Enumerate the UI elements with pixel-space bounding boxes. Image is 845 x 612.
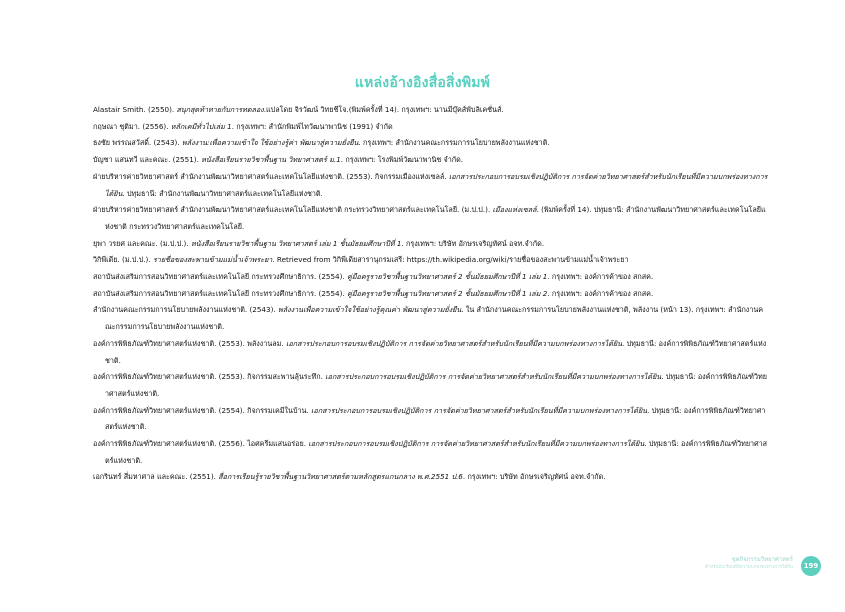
page-title: แหล่งอ้างอิงสื่อสิ่งพิมพ์ [354, 75, 491, 91]
footer-subtitle: สำหรับนักเรียนที่มีความบกพร่องทางการได้ยิน [704, 565, 793, 570]
page-footer [705, 555, 793, 571]
reference-item: ยุพา วรยศ และคณะ. (ม.ป.ป.). หนังสือเรียนรายวิชาพื้นฐาน วิทยาศาสตร์ เล่ม 1 ชั้นมัธยมศึกษาปีที่ 1. กรุงเทพฯ: บริษัท อักษรเจริญทัศน์ อจท.จำกัด. [93, 238, 545, 248]
reference-item: สถาบันส่งเสริมการสอนวิทยาศาสตร์และเทคโนโลยี กระทรวงศึกษาธิการ. (2554). คู่มือครูรายวิชาพื้นฐานวิทยาศาสตร์ 2 ชั้นมัธยมศึกษาปีที่ 1 เล่ม 2. กรุงเทพฯ: องค์การค้าของ สกสค. [93, 288, 654, 298]
reference-item: องค์การพิพิธภัณฑ์วิทยาศาสตร์แห่งชาติ. (2556). ไอศครีมแสนอร่อย. เอกสารประกอบการอบรมเชิงปฏิบัติการ การจัดค่ายวิทยาศาสตร์สำหรับนักเรียนที่มีความบกพร่องทางการได้ยิน. ปทุมธานี: องค์การพิพิธภัณฑ์วิทยาศาสตร์แห่งชาติ. [93, 439, 768, 465]
reference-item: กฤษณา ชุติมา. (2556). หลักเคมีทั่วไปเล่ม 1. กรุงเทพฯ: สำนักพิมพ์ไทวัฒนาพานิช (1991) จำกัด [93, 121, 393, 131]
reference-item: สำนักงานคณะกรรมการนโยบายพลังงานแห่งชาติ. (2543). พลังงานเพื่อความเข้าใจใช้อย่างรู้คุณค่า พัฒนาสู่ความยั่งยืน. ใน สำนักงานคณะกรรมการนโยบายพลังงานแห่งชาติ, พลังงาน (หน้า 13). กรุงเทพฯ: สำนักงานคณะกรรมการนโยบายพลังงานแห่งชาติ. [93, 305, 764, 332]
reference-item: Alastair Smith. (2550). สนุกสุดท้าทายกับการทดลอง.แปลโดย จิรวัฒน์ วิทยชีโจ.(พิมพ์ครั้งที่ 14). กรุงเทพฯ: นานมีบุ๊คส์พับลิเคชั่นส์. [93, 105, 504, 114]
reference-item: ธงชัย พรรณสวัสดิ์. (2543). พลังงาน:เพื่อความเข้าใจ ใช้อย่างรู้ค่า พัฒนาสู่ความยั่งยืน. กรุงเทพฯ: สำนักงานคณะกรรมการนโยบายพลังงานแห่งชาติ. [93, 138, 550, 148]
reference-item: สถาบันส่งเสริมการสอนวิทยาศาสตร์และเทคโนโลยี กระทรวงศึกษาธิการ. (2554). คู่มือครูรายวิชาพื้นฐานวิทยาศาสตร์ 2 ชั้นมัธยมศึกษาปีที่ 1 เล่ม 1. กรุงเทพฯ: องค์การค้าของ สกสค. [93, 272, 654, 282]
reference-item: บัญชา แสนทวี และคณะ. (2551). หนังสือเรียนรายวิชาพื้นฐาน วิทยาศาสตร์ ม.1. กรุงเทพฯ: โรงพิมพ์วัฒนาพานิช จำกัด. [93, 155, 464, 165]
reference-item: วิกิพีเดีย. (ม.ป.ป.). รายชื่อของสะพานข้ามแม่น้ำเจ้าพระยา. Retrieved from วิกิพีเดียสารานุกรมเสรี: https://th.wikipedia.org/wiki/รายชื่อของสะพานข้ามแม่น้ำเจ้าพระยา [93, 255, 629, 265]
reference-list [93, 102, 769, 486]
footer-title: ชุดกิจกรรมวิทยาศาสตร์ [731, 556, 793, 563]
reference-item: เอกรินทร์ สี่มหาศาล และคณะ. (2551). สื่อการเรียนรู้รายวิชาพื้นฐานวิทยาศาสตร์ตามหลักสูตรแกนกลาง พ.ศ.2551 ป.6. กรุงเทพฯ: บริษัท อักษรเจริญทัศน์ อจท.จำกัด. [93, 472, 606, 482]
reference-item: ฝ่ายบริหารค่ายวิทยาศาสตร์ สำนักงานพัฒนาวิทยาศาสตร์และเทคโนโลยีแห่งชาติ. (2553). กิจกรรมเมืองแห่งเซลล์. เอกสารประกอบการอบรมเชิงปฏิบัติการ การจัดค่ายวิทยาศาสตร์สำหรับนักเรียนที่มีความบกพร่องทางการได้ยิน. ปทุมธานี: สำนักงานพัฒนาวิทยาศาสตร์และเทคโนโลยีแห่งชาติ. [93, 171, 768, 198]
reference-item: ฝ่ายบริหารค่ายวิทยาศาสตร์ สำนักงานพัฒนาวิทยาศาสตร์และเทคโนโลยีแห่งชาติ กระทรวงวิทยาศาสตร์และเทคโนโลยี. (ม.ป.ป.). เมืองแห่งเซลล์. (พิมพ์ครั้งที่ 14). ปทุมธานี: สำนักงานพัฒนาวิทยาศาสตร์และเทคโนโลยีแห่งชาติ กระทรวงวิทยาศาสตร์และเทคโนโลยี. [93, 205, 766, 231]
reference-item: องค์การพิพิธภัณฑ์วิทยาศาสตร์แห่งชาติ. (2554). กิจกรรมเคมีในบ้าน. เอกสารประกอบการอบรมเชิงปฏิบัติการ การจัดค่ายวิทยาศาสตร์สำหรับนักเรียนที่มีความบกพร่องทางการได้ยิน. ปทุมธานี: องค์การพิพิธภัณฑ์วิทยาศาสตร์แห่งชาติ. [93, 405, 766, 432]
reference-item: องค์การพิพิธภัณฑ์วิทยาศาสตร์แห่งชาติ. (2553). กิจกรรมสะพานลุ้นระทึก. เอกสารประกอบการอบรมเชิงปฏิบัติการ การจัดค่ายวิทยาศาสตร์สำหรับนักเรียนที่มีความบกพร่องทางการได้ยิน. ปทุมธานี: องค์การพิพิธภัณฑ์วิทยาศาสตร์แห่งชาติ. [93, 372, 767, 398]
reference-item: องค์การพิพิธภัณฑ์วิทยาศาสตร์แห่งชาติ. (2553). พลังงานลม. เอกสารประกอบการอบรมเชิงปฏิบัติการ การจัดค่ายวิทยาศาสตร์สำหรับนักเรียนที่มีความบกพร่องทางการได้ยิน. ปทุมธานี: องค์การพิพิธภัณฑ์วิทยาศาสตร์แห่งชาติ. [93, 338, 767, 365]
page-number-badge: 199 [801, 556, 821, 576]
